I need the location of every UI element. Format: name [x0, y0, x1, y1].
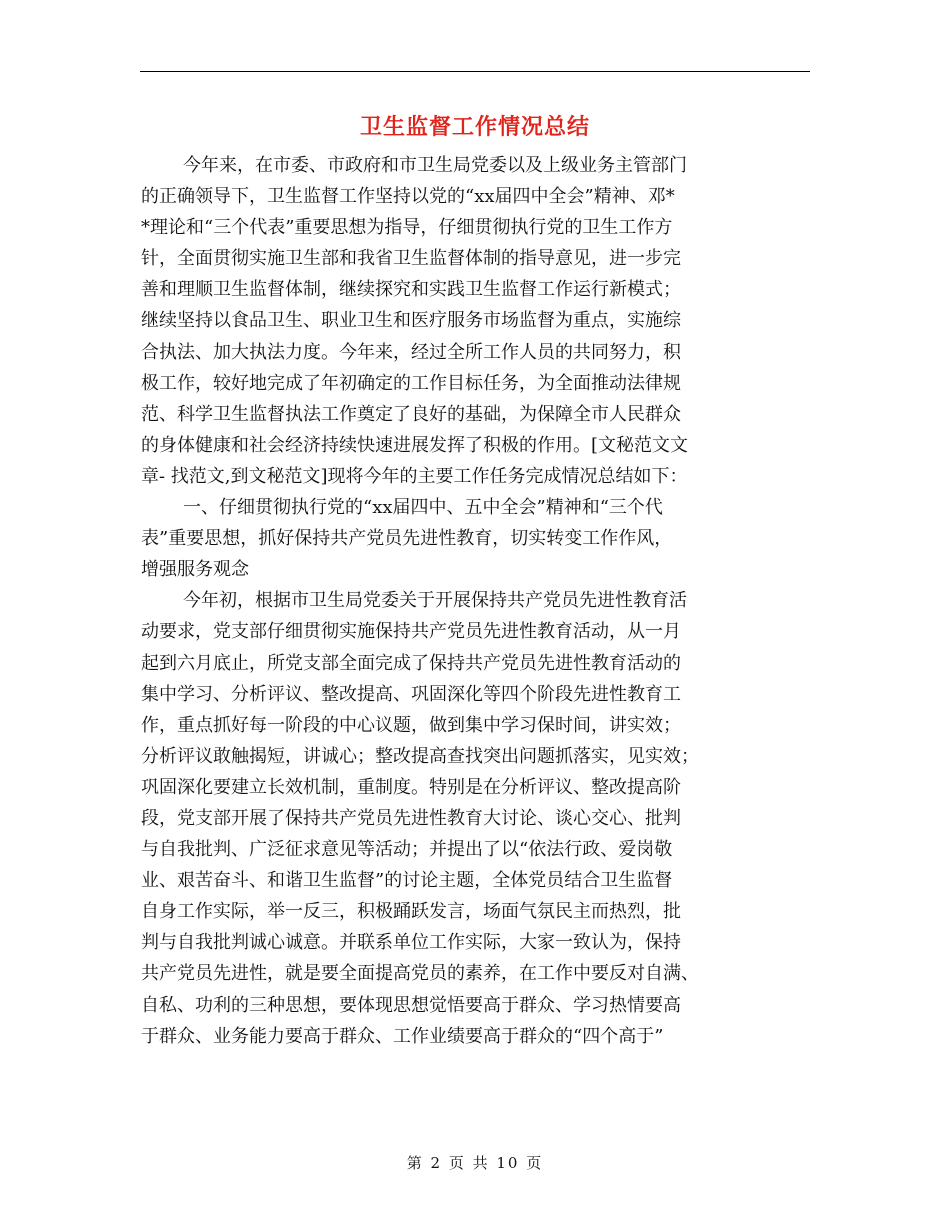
section-heading-line: 增强服务观念 — [141, 559, 249, 581]
body-line: 今年初，根据市卫生局党委关于开展保持共产党员先进性教育活 — [183, 590, 687, 612]
body-line: *理论和“三个代表”重要思想为指导，仔细贯彻执行党的卫生工作方 — [141, 217, 673, 239]
body-line: 继续坚持以食品卫生、职业卫生和医疗服务市场监督为重点，实施综 — [141, 310, 681, 332]
body-line: 巩固深化要建立长效机制，重制度。特别是在分析评议、整改提高阶 — [141, 776, 681, 798]
body-line: 于群众、业务能力要高于群众、工作业绩要高于群众的“四个高于” — [141, 1025, 664, 1047]
body-line: 善和理顺卫生监督体制，继续探究和实践卫生监督工作运行新模式； — [141, 279, 681, 301]
section-heading-line: 表”重要思想，抓好保持共产党员先进性教育，切实转变工作作风， — [141, 528, 673, 550]
header-rule — [140, 71, 810, 72]
body-line: 自身工作实际，举一反三，积极踊跃发言，场面气氛民主而热烈，批 — [141, 901, 681, 923]
body-line: 作，重点抓好每一阶段的中心议题，做到集中学习保时间，讲实效； — [141, 714, 681, 736]
body-line: 与自我批判、广泛征求意见等活动；并提出了以“依法行政、爱岗敬 — [141, 839, 673, 861]
body-line: 业、艰苦奋斗、和谐卫生监督”的讨论主题，全体党员结合卫生监督 — [141, 870, 673, 892]
body-line: 今年来，在市委、市政府和市卫生局党委以及上级业务主管部门 — [183, 155, 687, 176]
body-line: 分析评议敢触揭短，讲诚心；整改提高查找突出问题抓落实，见实效； — [141, 745, 699, 767]
body-line: 自私、功利的三种思想，要体现思想觉悟要高于群众、学习热情要高 — [141, 994, 681, 1016]
body-line: 动要求，党支部仔细贯彻实施保持共产党员先进性教育活动，从一月 — [141, 621, 681, 643]
body-line: 合执法、加大执法力度。今年来，经过全所工作人员的共同努力，积 — [141, 341, 681, 363]
body-line: 章- 找范文,到文秘范文]现将今年的主要工作任务完成情况总结如下： — [141, 465, 688, 487]
body-line: 范、科学卫生监督执法工作奠定了良好的基础，为保障全市人民群众 — [141, 403, 681, 425]
body-line: 判与自我批判诚心诚意。并联系单位工作实际，大家一致认为，保持 — [141, 932, 681, 954]
body-line: 极工作，较好地完成了年初确定的工作目标任务，为全面推动法律规 — [141, 372, 681, 394]
body-line: 的正确领导下，卫生监督工作坚持以党的“xx届四中全会”精神、邓* — [141, 186, 675, 208]
body-line: 起到六月底止，所党支部全面完成了保持共产党员先进性教育活动的 — [141, 652, 681, 674]
body-line: 针，全面贯彻实施卫生部和我省卫生监督体制的指导意见，进一步完 — [141, 248, 681, 270]
body-line: 段，党支部开展了保持共产党员先进性教育大讨论、谈心交心、批判 — [141, 807, 681, 829]
body-line: 集中学习、分析评议、整改提高、巩固深化等四个阶段先进性教育工 — [141, 683, 681, 705]
document-title: 卫生监督工作情况总结 — [359, 114, 590, 140]
page-number-footer: 第 2 页 共 10 页 — [406, 1154, 544, 1172]
body-line: 的身体健康和社会经济持续快速进展发挥了积极的作用。[文秘范文文 — [141, 434, 689, 456]
body-line: 共产党员先进性，就是要全面提高党员的素养，在工作中要反对自满、 — [141, 963, 699, 985]
section-heading-line: 一、仔细贯彻执行党的“xx届四中、五中全会”精神和“三个代 — [183, 497, 663, 519]
document-body — [141, 150, 811, 1052]
